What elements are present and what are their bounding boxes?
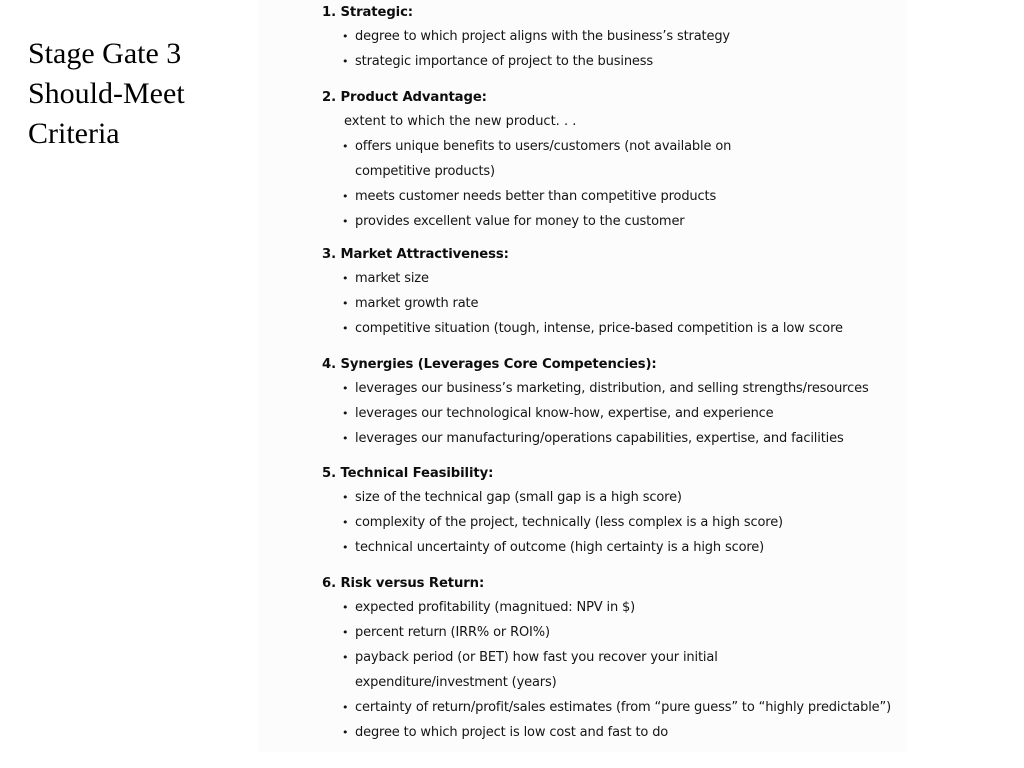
criterion-section xyxy=(322,463,902,560)
bullet-text: degree to which project is low cost and fast to do xyxy=(355,725,669,740)
criterion-bullet xyxy=(322,291,902,316)
bullet-text: percent return (IRR% or ROI%) xyxy=(355,625,550,640)
bullet-text: payback period (or BET) how fast you recover your initial xyxy=(355,650,718,665)
bullet-dot-icon: • xyxy=(342,491,349,504)
bullet-text: meets customer needs better than competitive products xyxy=(355,189,717,204)
criterion-bullet xyxy=(322,134,902,184)
bullet-text: complexity of the project, technically (less complex is a high score) xyxy=(355,515,783,530)
criterion-section xyxy=(322,244,902,341)
criterion-bullet xyxy=(322,510,902,535)
bullet-text: strategic importance of project to the business xyxy=(355,54,653,69)
criterion-heading: 3. Market Attractiveness: xyxy=(322,247,509,262)
bullet-dot-icon: • xyxy=(342,651,349,664)
criterion-bullet xyxy=(322,485,902,510)
bullet-dot-icon: • xyxy=(342,516,349,529)
bullet-dot-icon: • xyxy=(342,701,349,714)
bullet-dot-icon: • xyxy=(342,30,349,43)
criterion-bullet xyxy=(322,266,902,291)
bullet-dot-icon: • xyxy=(342,322,349,335)
bullet-text: technical uncertainty of outcome (high certainty is a high score) xyxy=(355,540,765,555)
criterion-bullet xyxy=(322,376,902,401)
criterion-bullet xyxy=(322,209,902,234)
bullet-text: competitive situation (tough, intense, price-based competition is a low score xyxy=(355,321,843,336)
criterion-bullet xyxy=(322,595,902,620)
criterion-bullet xyxy=(322,426,902,451)
bullet-text: expected profitability (magnitued: NPV in $) xyxy=(355,600,636,615)
criterion-heading: 5. Technical Feasibility: xyxy=(322,466,494,481)
criteria-scan-image xyxy=(258,0,906,752)
criterion-bullet xyxy=(322,184,902,209)
bullet-dot-icon: • xyxy=(342,407,349,420)
bullet-text: expenditure/investment (years) xyxy=(355,675,557,690)
bullet-text: provides excellent value for money to the customer xyxy=(355,214,685,229)
criterion-bullet xyxy=(322,720,902,745)
bullet-text: degree to which project aligns with the business’s strategy xyxy=(355,29,730,44)
criterion-heading: 1. Strategic: xyxy=(322,5,413,20)
bullet-dot-icon: • xyxy=(342,55,349,68)
bullet-text: certainty of return/profit/sales estimates (from “pure guess” to “highly predictable”) xyxy=(355,700,892,715)
bullet-dot-icon: • xyxy=(342,432,349,445)
bullet-text: market size xyxy=(355,271,429,286)
criterion-section xyxy=(322,2,902,74)
bullet-text: competitive products) xyxy=(355,164,495,179)
criterion-bullet xyxy=(322,695,902,720)
criterion-heading: 2. Product Advantage: xyxy=(322,90,487,105)
bullet-text: leverages our business’s marketing, distribution, and selling strengths/resources xyxy=(355,381,869,396)
bullet-dot-icon: • xyxy=(342,297,349,310)
bullet-dot-icon: • xyxy=(342,140,349,153)
criterion-section xyxy=(322,87,902,234)
slide-title-line-2: Should-Meet xyxy=(28,77,185,110)
bullet-dot-icon: • xyxy=(342,541,349,554)
bullet-dot-icon: • xyxy=(342,601,349,614)
bullet-text: leverages our technological know-how, expertise, and experience xyxy=(355,406,774,421)
criterion-bullet xyxy=(322,24,902,49)
criterion-intro: extent to which the new product. . . xyxy=(344,114,577,129)
criteria-list xyxy=(322,2,902,745)
criterion-bullet xyxy=(322,49,902,74)
bullet-dot-icon: • xyxy=(342,215,349,228)
bullet-text: leverages our manufacturing/operations capabilities, expertise, and facilities xyxy=(355,431,844,446)
criterion-heading: 4. Synergies (Leverages Core Competencies): xyxy=(322,357,657,372)
bullet-dot-icon: • xyxy=(342,726,349,739)
bullet-dot-icon: • xyxy=(342,272,349,285)
bullet-dot-icon: • xyxy=(342,626,349,639)
slide-title-line-1: Stage Gate 3 xyxy=(28,37,182,70)
bullet-dot-icon: • xyxy=(342,382,349,395)
criterion-section xyxy=(322,573,902,745)
criterion-bullet xyxy=(322,401,902,426)
bullet-dot-icon: • xyxy=(342,190,349,203)
slide-title-line-3: Criteria xyxy=(28,117,120,150)
criterion-bullet xyxy=(322,316,902,341)
criterion-heading: 6. Risk versus Return: xyxy=(322,576,485,591)
bullet-text: offers unique benefits to users/customers (not available on xyxy=(355,139,732,154)
criterion-bullet xyxy=(322,645,902,695)
criterion-bullet xyxy=(322,535,902,560)
slide-title xyxy=(28,34,248,154)
criterion-bullet xyxy=(322,620,902,645)
bullet-text: size of the technical gap (small gap is a high score) xyxy=(355,490,682,505)
criterion-section xyxy=(322,354,902,451)
bullet-text: market growth rate xyxy=(355,296,479,311)
